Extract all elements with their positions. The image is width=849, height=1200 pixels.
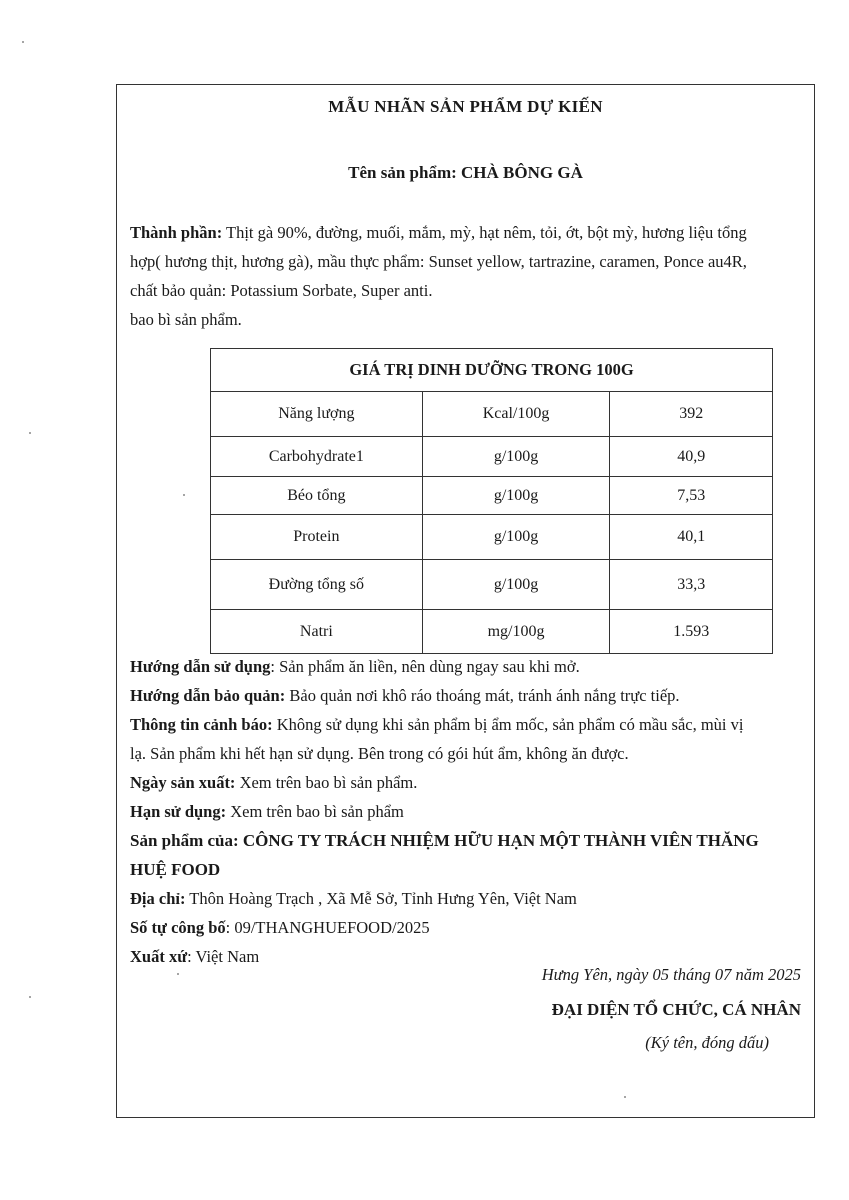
ingredients-section — [130, 218, 820, 334]
scan-speck — [29, 996, 31, 998]
table-row — [211, 392, 773, 437]
expiry-label: Hạn sử dụng: — [130, 802, 227, 821]
nutrient-name: Đường tổng số — [211, 560, 423, 610]
mfg-date-label: Ngày sản xuất: — [130, 773, 236, 792]
nutrient-name: Béo tổng — [211, 477, 423, 515]
expiry-text: Xem trên bao bì sản phẩm — [226, 802, 404, 821]
product-name-line — [116, 163, 815, 183]
mfg-date-text: Xem trên bao bì sản phẩm. — [235, 773, 418, 792]
nutrient-name: Protein — [211, 515, 423, 560]
sign-note: (Ký tên, đóng dấu) — [645, 1033, 769, 1052]
declaration-text: : 09/THANGHUEFOOD/2025 — [225, 918, 430, 937]
nutrient-unit: Kcal/100g — [422, 392, 610, 437]
table-row — [211, 477, 773, 515]
table-row — [211, 560, 773, 610]
nutrient-unit: g/100g — [422, 560, 610, 610]
table-row — [211, 610, 773, 654]
ingredients-text-1: Thịt gà 90%, đường, muối, mắm, mỳ, hạt nêm, tỏi, ớt, bột mỳ, hương liệu tổng — [226, 223, 747, 242]
usage-line — [130, 652, 820, 681]
nutrition-header: GIÁ TRỊ DINH DƯỠNG TRONG 100G — [211, 349, 773, 392]
scan-speck — [183, 494, 185, 496]
nutrient-unit: mg/100g — [422, 610, 610, 654]
table-row — [211, 437, 773, 477]
warning-label: Thông tin cảnh báo: — [130, 715, 273, 734]
page-title: MẪU NHÃN SẢN PHẨM DỰ KIẾN — [328, 97, 603, 116]
declaration-label: Số tự công bố — [130, 918, 226, 937]
usage-text: : Sản phẩm ăn liền, nên dùng ngay sau khi mở. — [270, 657, 580, 676]
ingredients-line-3: chất bảo quản: Potassium Sorbate, Super anti. — [130, 281, 433, 300]
warning-line-2: lạ. Sản phẩm khi hết hạn sử dụng. Bên trong có gói hút ẩm, không ăn được. — [130, 744, 629, 763]
maker-line — [130, 826, 820, 855]
address-line — [130, 884, 820, 913]
nutrient-name: Năng lượng — [211, 392, 423, 437]
nutrient-value: 392 — [610, 392, 773, 437]
address-label: Địa chỉ: — [130, 889, 186, 908]
maker-name-2: HUỆ FOOD — [130, 860, 221, 879]
declaration-line — [130, 913, 820, 942]
scan-speck — [177, 973, 179, 975]
scan-speck — [29, 432, 31, 434]
warning-text: Không sử dụng khi sản phẩm bị ẩm mốc, sản phẩm có mầu sắc, mùi vị — [272, 715, 744, 734]
nutrient-unit: g/100g — [422, 515, 610, 560]
address-text: Thôn Hoàng Trạch , Xã Mễ Sở, Tỉnh Hưng Yên, Việt Nam — [185, 889, 577, 908]
storage-text: Bảo quản nơi khô ráo thoáng mát, tránh ánh nắng trực tiếp. — [285, 686, 680, 705]
nutrient-name: Carbohydrate1 — [211, 437, 423, 477]
representative-title: ĐẠI DIỆN TỔ CHỨC, CÁ NHÂN — [551, 1000, 801, 1019]
place-date: Hưng Yên, ngày 05 tháng 07 năm 2025 — [541, 965, 801, 984]
product-name: CHÀ BÔNG GÀ — [461, 163, 583, 182]
nutrient-value: 33,3 — [610, 560, 773, 610]
scan-speck — [624, 1096, 626, 1098]
mfg-date-line — [130, 768, 820, 797]
packaging-note: bao bì sản phẩm. — [130, 310, 242, 329]
maker-name: CÔNG TY TRÁCH NHIỆM HỮU HẠN MỘT THÀNH VIÊN THĂNG — [238, 831, 759, 850]
nutrient-value: 7,53 — [610, 477, 773, 515]
storage-line — [130, 681, 820, 710]
nutrient-value: 1.593 — [610, 610, 773, 654]
nutrient-unit: g/100g — [422, 477, 610, 515]
origin-text: : Việt Nam — [187, 947, 260, 966]
nutrient-value: 40,1 — [610, 515, 773, 560]
usage-label: Hướng dẫn sử dụng — [130, 657, 271, 676]
ingredients-label: Thành phần: — [130, 223, 223, 242]
warning-line — [130, 710, 820, 739]
nutrient-name: Natri — [211, 610, 423, 654]
storage-label: Hướng dẫn bảo quản: — [130, 686, 286, 705]
info-section — [130, 652, 820, 971]
expiry-line — [130, 797, 820, 826]
maker-label: Sản phẩm của: — [130, 831, 239, 850]
ingredients-line-1 — [130, 218, 820, 247]
nutrient-value: 40,9 — [610, 437, 773, 477]
ingredients-line-2: hợp( hương thịt, hương gà), mầu thực phẩm: Sunset yellow, tartrazine, caramen, Ponce au4R, — [130, 252, 747, 271]
origin-label: Xuất xứ — [130, 947, 188, 966]
nutrition-table — [210, 348, 773, 654]
table-row — [211, 515, 773, 560]
scan-speck — [22, 41, 24, 43]
nutrient-unit: g/100g — [422, 437, 610, 477]
nutrition-header-row — [211, 349, 773, 392]
product-name-label: Tên sản phẩm: — [348, 163, 457, 182]
